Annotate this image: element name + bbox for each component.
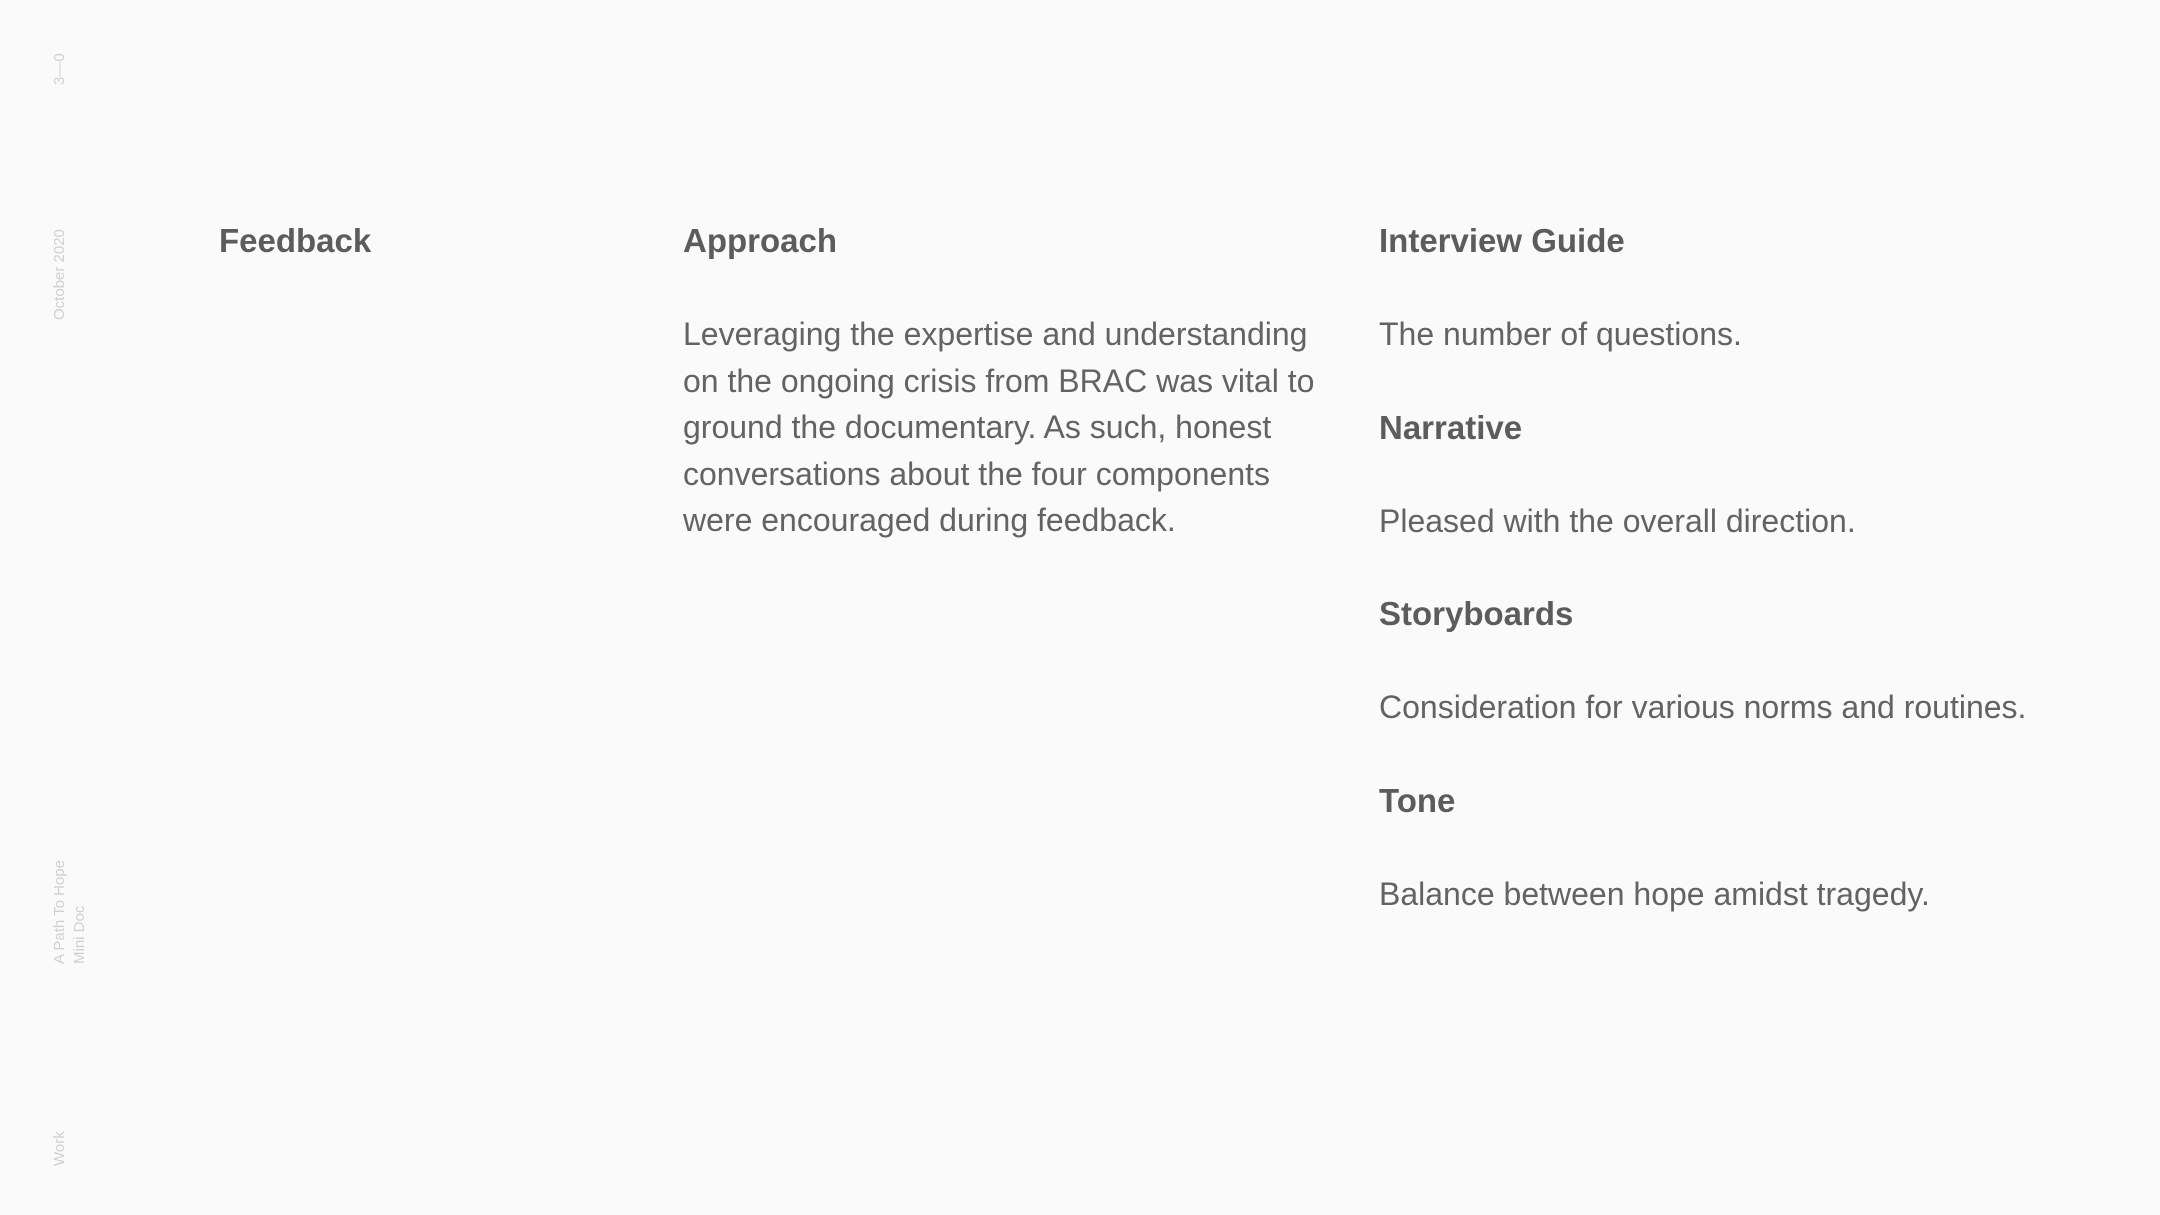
storyboards-heading: Storyboards bbox=[1379, 595, 1574, 632]
date-label: October 2020 bbox=[51, 229, 68, 320]
interview-guide-heading: Interview Guide bbox=[1379, 222, 1625, 259]
interview-guide-text: The number of questions. bbox=[1379, 316, 1742, 352]
project-subtitle: Mini Doc bbox=[71, 905, 88, 964]
tone-heading: Tone bbox=[1379, 781, 1456, 819]
project-label bbox=[50, 860, 90, 964]
components-column bbox=[1379, 218, 2119, 917]
narrative-heading: Narrative bbox=[1379, 408, 1523, 446]
feedback-heading: Feedback bbox=[219, 222, 372, 259]
page-number: 3—0 bbox=[51, 53, 68, 85]
storyboards-text: Consideration for various norms and routines. bbox=[1379, 689, 2027, 725]
narrative-text: Pleased with the overall direction. bbox=[1379, 502, 1856, 539]
tone-text: Balance between hope amidst tragedy. bbox=[1379, 875, 1930, 912]
approach-column bbox=[683, 218, 1343, 544]
approach-heading: Approach bbox=[683, 222, 838, 259]
project-title: A Path To Hope bbox=[51, 860, 68, 964]
approach-body: Leveraging the expertise and understanding on the ongoing crisis from BRAC was vital to ground the documentary. As such, honest conversations about the four components were encouraged during feedback. bbox=[683, 316, 1315, 538]
section-label: Work bbox=[51, 1131, 68, 1166]
feedback-column bbox=[219, 218, 619, 264]
